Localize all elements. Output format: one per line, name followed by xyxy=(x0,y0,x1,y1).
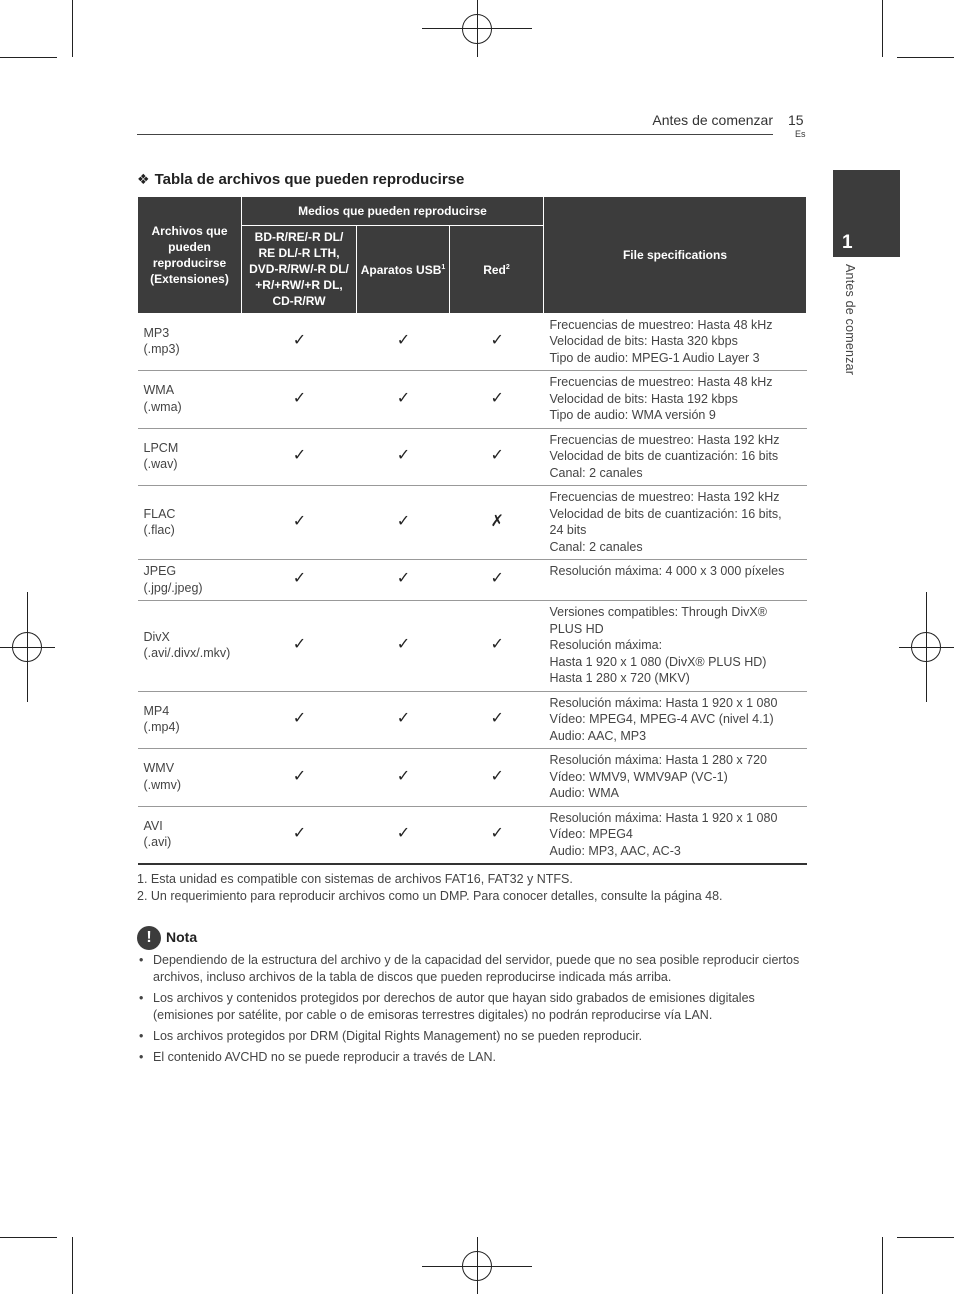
format-ext: (.wma) xyxy=(143,399,182,414)
check-icon: ✓ xyxy=(357,371,450,429)
spec-cell: Resolución máxima: 4 000 x 3 000 píxeles xyxy=(544,560,807,601)
bullet-icon: • xyxy=(139,991,144,1005)
bullet-icon: • xyxy=(139,1050,144,1064)
format-ext: (.wmv) xyxy=(143,777,181,792)
exclamation-icon: ! xyxy=(137,926,161,950)
check-icon: ✓ xyxy=(357,560,450,601)
table-row xyxy=(138,486,807,560)
table-row xyxy=(138,560,807,601)
format-name: WMV xyxy=(143,761,175,776)
check-icon: ✓ xyxy=(242,428,357,486)
format-cell xyxy=(138,313,242,371)
check-icon: ✓ xyxy=(357,601,450,692)
running-title: Antes de comenzar xyxy=(652,112,773,128)
col-header-usb xyxy=(357,225,450,313)
chapter-number: 1 xyxy=(842,232,853,253)
section-title xyxy=(137,171,464,188)
format-cell xyxy=(138,601,242,692)
check-icon: ✓ xyxy=(242,371,357,429)
format-ext: (.jpg/.jpeg) xyxy=(143,580,203,595)
language-code: Es xyxy=(795,129,806,139)
check-icon: ✓ xyxy=(242,560,357,601)
list-item-text: Los archivos y contenidos protegidos por derechos de autor que hayan sido grabados de emisiones digitales (emisiones por satélite, por cable o de emisoras terrestres digitales) no podrán reproducirse vía LAN. xyxy=(153,991,755,1022)
table-row xyxy=(138,806,807,864)
check-icon: ✓ xyxy=(357,486,450,560)
nota-title: Nota xyxy=(166,929,198,945)
check-icon: ✓ xyxy=(450,560,544,601)
footnote-1: 1. Esta unidad es compatible con sistemas de archivos FAT16, FAT32 y NTFS. xyxy=(137,872,573,886)
col-header-files: Archivos que pueden reproducirse (Extensiones) xyxy=(138,197,242,313)
format-name: DivX xyxy=(143,629,170,644)
format-ext: (.avi/.divx/.mkv) xyxy=(143,646,231,661)
format-name: FLAC xyxy=(143,506,176,521)
format-cell xyxy=(138,486,242,560)
footnote-ref-2: 2 xyxy=(505,264,510,271)
list-item xyxy=(137,1049,805,1066)
check-icon: ✓ xyxy=(357,806,450,864)
check-icon: ✓ xyxy=(357,313,450,371)
table-row xyxy=(138,601,807,692)
check-icon: ✓ xyxy=(242,313,357,371)
table-row xyxy=(138,428,807,486)
check-icon: ✓ xyxy=(450,806,544,864)
footnote-ref-1: 1 xyxy=(441,264,446,271)
format-cell xyxy=(138,691,242,749)
list-item-text: El contenido AVCHD no se puede reproducir a través de LAN. xyxy=(153,1050,497,1064)
format-cell xyxy=(138,749,242,807)
format-cell xyxy=(138,428,242,486)
cross-icon: ✗ xyxy=(450,486,544,560)
check-icon: ✓ xyxy=(357,428,450,486)
table-row xyxy=(138,691,807,749)
table-row xyxy=(138,313,807,371)
list-item-text: Los archivos protegidos por DRM (Digital Rights Management) no se pueden reproducir. xyxy=(153,1029,643,1043)
check-icon: ✓ xyxy=(357,749,450,807)
format-name: JPEG xyxy=(143,564,177,578)
spec-cell: Versiones compatibles: Through DivX® PLUS HD Resolución máxima: Hasta 1 920 x 1 080 (DivX® PLUS HD) Hasta 1 280 x 720 (MKV) xyxy=(544,601,807,692)
nota-list xyxy=(137,952,805,1070)
spec-cell: Resolución máxima: Hasta 1 920 x 1 080 Vídeo: MPEG4 Audio: MP3, AAC, AC-3 xyxy=(544,806,807,864)
section-title-text: Tabla de archivos que pueden reproducirse xyxy=(154,171,465,188)
format-name: WMA xyxy=(143,383,175,398)
format-ext: (.avi) xyxy=(143,835,172,850)
check-icon: ✓ xyxy=(242,486,357,560)
check-icon: ✓ xyxy=(450,601,544,692)
check-icon: ✓ xyxy=(450,691,544,749)
check-icon: ✓ xyxy=(450,371,544,429)
check-icon: ✓ xyxy=(357,691,450,749)
format-cell xyxy=(138,806,242,864)
spec-cell: Frecuencias de muestreo: Hasta 192 kHz Velocidad de bits de cuantización: 16 bits Canal: 2 canales xyxy=(544,428,807,486)
diamond-bullet-icon: ❖ xyxy=(137,171,150,187)
col-header-media-group: Medios que pueden reproducirse xyxy=(242,197,544,225)
footnote-2: 2. Un requerimiento para reproducir archivos como un DMP. Para conocer detalles, consulte la página 48. xyxy=(137,889,723,903)
col-header-disc: BD-R/RE/-R DL/ RE DL/-R LTH, DVD-R/RW/-R DL/ +R/+RW/+R DL, CD-R/RW xyxy=(242,225,357,313)
page-number: 15 xyxy=(788,112,804,128)
list-item xyxy=(137,1028,805,1045)
format-name: MP3 xyxy=(143,325,170,340)
format-ext: (.wav) xyxy=(143,457,178,472)
check-icon: ✓ xyxy=(450,749,544,807)
col-header-network xyxy=(450,225,544,313)
format-name: MP4 xyxy=(143,703,170,718)
col-header-network-text: Red xyxy=(483,263,506,277)
format-ext: (.mp3) xyxy=(143,342,180,357)
list-item-text: Dependiendo de la estructura del archivo y de la capacidad del servidor, puede que no sea posible reproducir ciertos archivos, incluso archivos de la tabla de discos que pueden reproducirse indicada más arriba. xyxy=(153,953,800,984)
bullet-icon: • xyxy=(139,953,144,967)
format-cell xyxy=(138,560,242,601)
format-name: AVI xyxy=(143,818,163,833)
header-rule xyxy=(137,134,773,135)
check-icon: ✓ xyxy=(242,806,357,864)
spec-cell: Resolución máxima: Hasta 1 280 x 720 Vídeo: WMV9, WMV9AP (VC-1) Audio: WMA xyxy=(544,749,807,807)
table-row xyxy=(138,749,807,807)
check-icon: ✓ xyxy=(450,313,544,371)
format-ext: (.mp4) xyxy=(143,720,180,735)
chapter-label: Antes de comenzar xyxy=(843,264,857,376)
check-icon: ✓ xyxy=(242,601,357,692)
list-item xyxy=(137,990,805,1024)
format-ext: (.flac) xyxy=(143,523,175,537)
col-header-usb-text: Aparatos USB xyxy=(360,263,442,277)
format-cell xyxy=(138,371,242,429)
bullet-icon: • xyxy=(139,1029,144,1043)
file-table xyxy=(137,197,807,865)
table-row xyxy=(138,371,807,429)
col-header-specs: File specifications xyxy=(544,197,807,313)
spec-cell: Resolución máxima: Hasta 1 920 x 1 080 Vídeo: MPEG4, MPEG-4 AVC (nivel 4.1) Audio: AAC, MP3 xyxy=(544,691,807,749)
spec-cell: Frecuencias de muestreo: Hasta 48 kHz Velocidad de bits: Hasta 192 kbps Tipo de audio: WMA versión 9 xyxy=(544,371,807,429)
check-icon: ✓ xyxy=(242,749,357,807)
check-icon: ✓ xyxy=(450,428,544,486)
footnotes xyxy=(137,871,817,905)
spec-cell: Frecuencias de muestreo: Hasta 48 kHz Velocidad de bits: Hasta 320 kbps Tipo de audio: MPEG-1 Audio Layer 3 xyxy=(544,313,807,371)
check-icon: ✓ xyxy=(242,691,357,749)
spec-cell: Frecuencias de muestreo: Hasta 192 kHz Velocidad de bits de cuantización: 16 bits, 24 bits Canal: 2 canales xyxy=(544,486,807,560)
format-name: LPCM xyxy=(143,440,179,455)
list-item xyxy=(137,952,805,986)
